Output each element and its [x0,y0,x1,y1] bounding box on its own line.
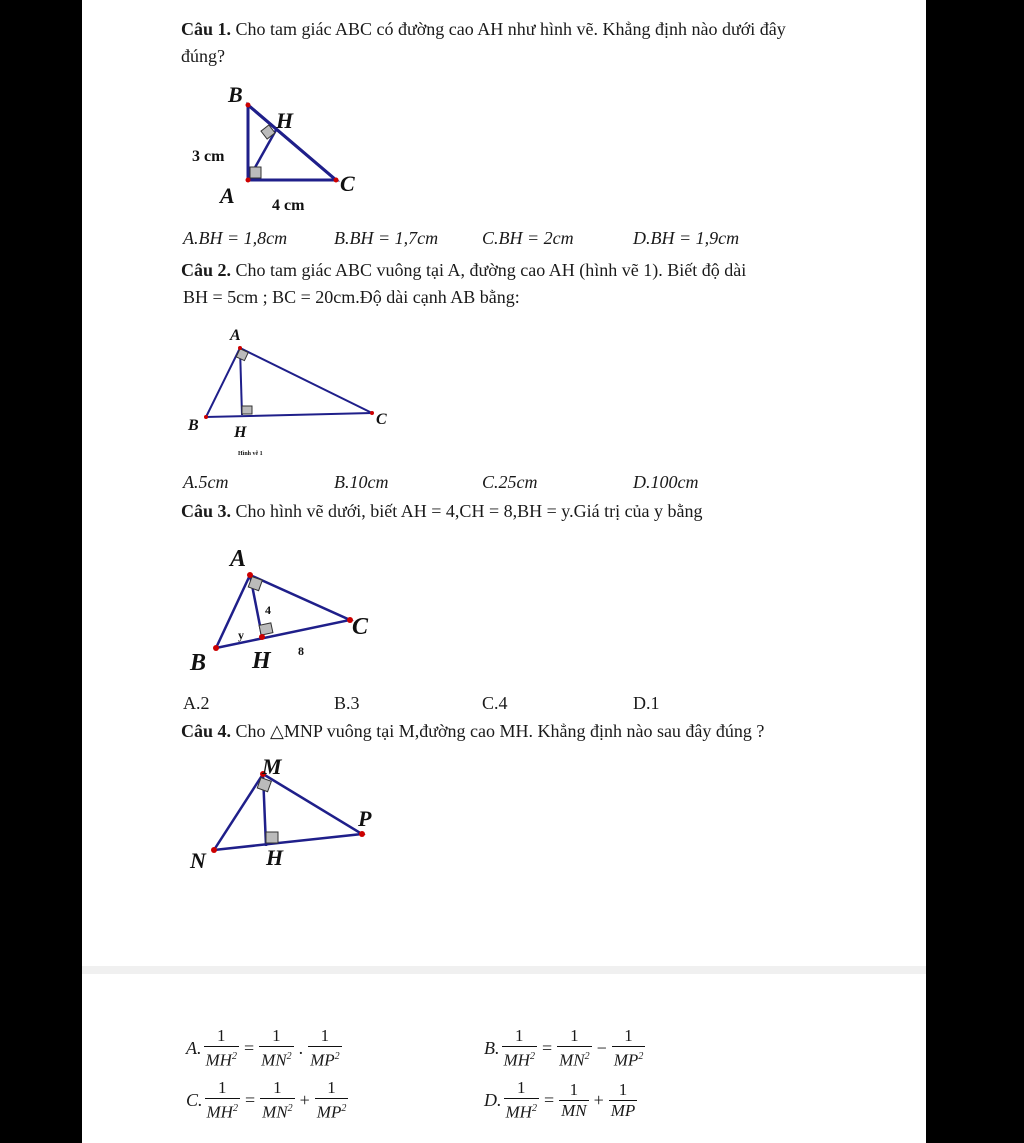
q2-triangle [206,348,372,417]
q2-text: Cho tam giác ABC vuông tại A, đường cao AH (hình vẽ 1). Biết độ dài [231,260,747,280]
frac-mn: $\frac{1}{MN}$ [561,1079,587,1120]
q2-label-b: B [188,417,199,434]
q3-label-h: H [252,648,271,674]
q3-figure [180,540,400,680]
q2-text-line1 [181,257,746,283]
page-separator [82,966,926,974]
q3-right-angle-h [259,623,273,635]
q2-text-line2: BH = 5cm ; BC = 20cm.Độ dài cạnh AB bằng: [183,287,520,307]
frac-mp: $\frac{1}{MP^2}$ [613,1026,644,1070]
q1-label-a: A [220,183,235,208]
q1-text-line1 [181,16,786,42]
frac-mh: $\frac{1}{MH^2}$ [205,1026,237,1070]
q4-label-h: H [266,845,284,870]
q3-bh-value: y [238,628,244,642]
frac-mp: $\frac{1}{MP^2}$ [310,1026,340,1070]
q4-label: Câu 4. [181,721,232,741]
q2-caption: Hình vẽ 1 [238,451,263,457]
q1-side-ac: 4 cm [272,197,305,214]
q1-label-b: B [228,82,243,107]
frac-mh: $\frac{1}{MH^2}$ [206,1078,238,1122]
q3-option-b[interactable]: B.3 [334,693,360,713]
q3-text: Cho hình vẽ dưới, biết AH = 4,CH = 8,BH = y.Giá trị của y bằng [231,501,703,521]
q3-text-line1 [181,498,703,524]
q1-label-c: C [340,171,355,196]
q3-option-a[interactable]: A.2 [183,693,210,713]
q4-figure [180,752,400,882]
q2-label: Câu 2. [181,260,232,280]
q2-right-angle-h [242,406,252,414]
q1-label: Câu 1. [181,19,232,39]
q3-label-b: B [190,650,207,676]
q4-option-b-prefix: B. [484,1037,500,1058]
q2-label-a: A [230,327,241,344]
q4-option-c[interactable]: C. $\frac{1}{MH^2}$ = $\frac{1}{MN^2}$ + $\frac{1}{MP^2}$ [186,1078,347,1122]
frac-mh: $\frac{1}{MH^2}$ [505,1078,537,1122]
q1-text-line2: đúng? [181,46,225,66]
q3-triangle [216,575,350,648]
frac-mp: $\frac{1}{MP^2}$ [316,1078,347,1122]
q2-option-a[interactable]: A.5cm [183,472,229,492]
q4-text: Cho △MNP vuông tại M,đường cao MH. Khẳng định nào sau đây đúng ? [231,721,765,741]
q4-label-p: P [358,806,372,831]
q4-option-a-prefix: A. [186,1037,202,1058]
frac-mn: $\frac{1}{MN^2}$ [262,1078,293,1122]
q4-triangle [214,774,362,850]
q1-right-angle-a [250,167,261,178]
q2-label-c: C [376,411,387,428]
q4-label-m: M [262,754,282,779]
q3-option-c[interactable]: C.4 [482,693,508,713]
q1-text: Cho tam giác ABC có đường cao AH như hình vẽ. Khẳng định nào dưới đây [231,19,786,39]
q4-option-c-prefix: C. [186,1089,203,1110]
q4-option-b[interactable]: B. $\frac{1}{MH^2}$ = $\frac{1}{MN^2}$ − $\frac{1}{MP^2}$ [484,1026,644,1070]
frac-mn: $\frac{1}{MN^2}$ [559,1026,590,1070]
q4-option-a[interactable]: A. $\frac{1}{MH^2}$ = $\frac{1}{MN^2}$ . $\frac{1}{MP^2}$ [186,1026,340,1070]
q2-label-h: H [234,424,247,441]
q3-label: Câu 3. [181,501,232,521]
q4-right-angle-h [266,832,278,843]
q1-option-d[interactable]: D.BH = 1,9cm [633,228,740,248]
q1-figure [180,80,380,220]
q1-option-b[interactable]: B.BH = 1,7cm [334,228,439,248]
q3-ch-value: 8 [298,644,304,658]
q2-option-c[interactable]: C.25cm [482,472,538,492]
q3-label-a: A [230,546,247,572]
q3-label-c: C [352,614,369,640]
q3-option-d[interactable]: D.1 [633,693,660,713]
q1-option-c[interactable]: C.BH = 2cm [482,228,574,248]
frac-mh: $\frac{1}{MH^2}$ [503,1026,535,1070]
q4-text-line1 [181,718,764,744]
q2-option-d[interactable]: D.100cm [633,472,699,492]
q1-label-h: H [276,108,294,133]
q4-option-d[interactable]: D. $\frac{1}{MH^2}$ = $\frac{1}{MN}$ + $\frac{1}{MP}$ [484,1078,636,1122]
q3-ah-value: 4 [265,603,271,617]
q2-figure [180,318,400,463]
frac-mp: $\frac{1}{MP}$ [610,1079,636,1120]
q4-label-n: N [190,848,206,873]
q1-option-a[interactable]: A.BH = 1,8cm [183,228,288,248]
q2-option-b[interactable]: B.10cm [334,472,389,492]
q4-option-d-prefix: D. [484,1089,502,1110]
frac-mn: $\frac{1}{MN^2}$ [261,1026,292,1070]
q1-side-ab: 3 cm [192,148,225,165]
